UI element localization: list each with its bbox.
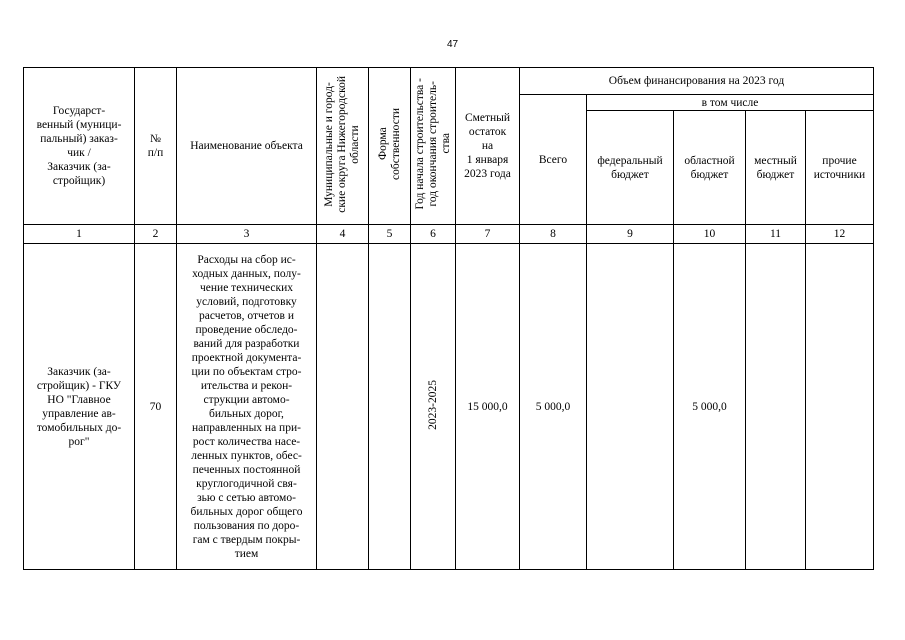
header-ownership: Форма собственности [376, 108, 402, 180]
row-estimate-balance: 15 000,0 [456, 244, 520, 570]
row-regional: 5 000,0 [674, 244, 746, 570]
table-row [24, 244, 874, 570]
column-number: 3 [177, 225, 317, 244]
column-number: 7 [456, 225, 520, 244]
page-number: 47 [446, 39, 459, 50]
row-construction-years-cell [411, 244, 456, 570]
header-financing-volume: Объем финансирования на 2023 год [520, 68, 874, 95]
column-number: 12 [806, 225, 874, 244]
column-number: 9 [587, 225, 674, 244]
header-municipalities: Муниципальные и город- ские округа Нижегородской области [323, 75, 361, 213]
header-customer: Государст- венный (муници- пальный) заказ- чик / Заказчик (за- стройщик) [24, 68, 135, 225]
header-including: в том числе [587, 95, 874, 111]
row-object-name: Расходы на сбор ис- ходных данных, полу- чение технических условий, подготовку расчетов, отчетов и проведение обследо- ваний для разработки проектной документа- ции по объектам стро- ительства и рекон- струкции автомо- бильных дорог, направленных на при- рост количества насе- ленных пунктов, обес- печенных постоянной круглогодичной свя- зью с сетью автомо- бильных дорог общего пользования по доро- гам с твердым покры- тием [177, 244, 317, 570]
column-number-row [24, 225, 874, 244]
financing-table [23, 67, 874, 570]
header-object-name: Наименование объекта [177, 68, 317, 225]
column-number: 1 [24, 225, 135, 244]
column-number: 2 [135, 225, 177, 244]
header-regional: областной бюджет [674, 111, 746, 225]
header-total: Всего [520, 95, 587, 225]
row-customer: Заказчик (за- стройщик) - ГКУ НО "Главное управление ав- томобильных до- рог" [24, 244, 135, 570]
header-other: прочие источники [806, 111, 874, 225]
header-municipalities-cell [317, 68, 369, 225]
header-number: № п/п [135, 68, 177, 225]
row-local [746, 244, 806, 570]
row-other [806, 244, 874, 570]
row-construction-years: 2023-2025 [426, 379, 439, 430]
row-total: 5 000,0 [520, 244, 587, 570]
row-federal [587, 244, 674, 570]
column-number: 10 [674, 225, 746, 244]
header-estimate-balance: Сметный остаток на 1 января 2023 года [456, 68, 520, 225]
column-number: 5 [369, 225, 411, 244]
header-local: местный бюджет [746, 111, 806, 225]
row-ownership [369, 244, 411, 570]
header-federal: федеральный бюджет [587, 111, 674, 225]
header-construction-years-cell [411, 68, 456, 225]
column-number: 11 [746, 225, 806, 244]
header-ownership-cell [369, 68, 411, 225]
row-number: 70 [135, 244, 177, 570]
header-construction-years: Год начала строительства - год окончания строитель- ства [413, 78, 452, 210]
column-number: 6 [411, 225, 456, 244]
column-number: 8 [520, 225, 587, 244]
row-municipalities [317, 244, 369, 570]
column-number: 4 [317, 225, 369, 244]
